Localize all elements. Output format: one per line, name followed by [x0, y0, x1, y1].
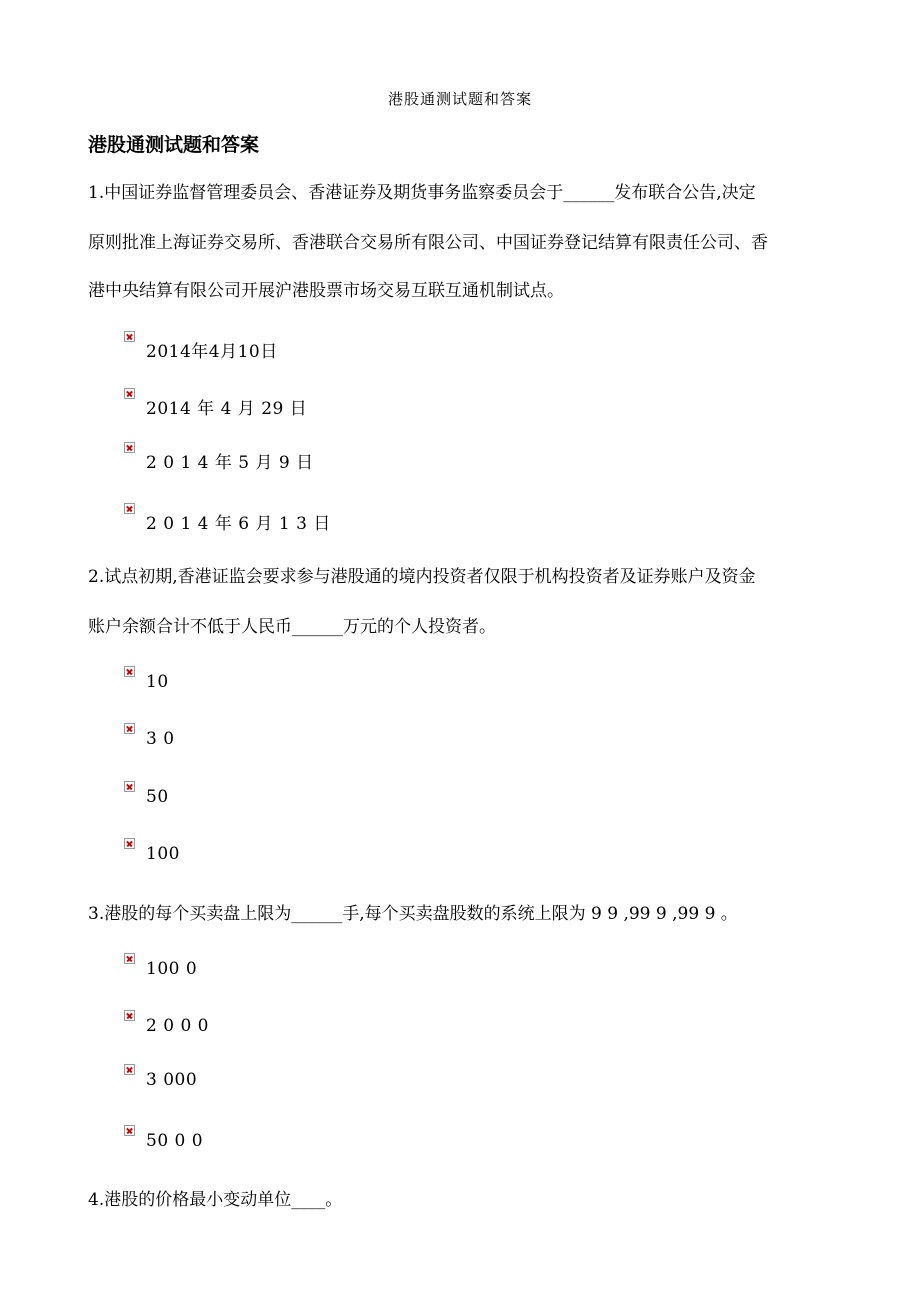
option-label: 10: [146, 672, 169, 692]
question-1-option-c[interactable]: [124, 448, 314, 473]
page-header: 港股通测试题和答案: [387, 90, 532, 108]
option-label: 3 000: [146, 1070, 198, 1090]
broken-image-icon: [124, 781, 135, 792]
option-label: 2 0 1 4 年 5 月 9 日: [146, 453, 314, 473]
question-3-option-d[interactable]: [124, 1131, 203, 1151]
option-label: 2014 年 4 月 29 日: [146, 399, 308, 419]
question-2-line-1: 2.试点初期,香港证监会要求参与港股通的境内投资者仅限于机构投资者及证券账户及资金: [88, 567, 756, 587]
question-2-option-b[interactable]: [124, 729, 175, 749]
question-3-option-c[interactable]: [124, 1070, 197, 1090]
broken-image-icon: [124, 388, 135, 399]
option-label: 50 0 0: [146, 1131, 204, 1151]
broken-image-icon: [124, 1125, 135, 1136]
option-label: 100: [146, 844, 180, 864]
question-2-line-2: 账户余额合计不低于人民币______万元的个人投资者。: [88, 617, 496, 637]
question-3-option-b[interactable]: [124, 1016, 209, 1036]
broken-image-icon: [124, 1010, 135, 1021]
document-title: 港股通测试题和答案: [88, 134, 260, 156]
option-label: 100 0: [146, 959, 198, 979]
broken-image-icon: [124, 442, 135, 453]
option-label: 50: [146, 787, 169, 807]
question-1-line-2: 原则批准上海证券交易所、香港联合交易所有限公司、中国证券登记结算有限责任公司、香: [88, 233, 768, 253]
broken-image-icon: [124, 838, 135, 849]
question-1-line-3: 港中央结算有限公司开展沪港股票市场交易互联互通机制试点。: [88, 281, 564, 301]
question-4-line-1: 4.港股的价格最小变动单位____。: [88, 1190, 343, 1210]
question-1-option-b[interactable]: [124, 394, 307, 419]
option-label: 2014年4月10日: [146, 342, 278, 362]
question-1-line-1: 1.中国证券监督管理委员会、香港证券及期货事务监察委员会于______发布联合公告,决定: [88, 183, 756, 203]
broken-image-icon: [124, 1064, 135, 1075]
broken-image-icon: [124, 503, 135, 514]
question-2-option-c[interactable]: [124, 787, 169, 807]
question-2-option-d[interactable]: [124, 844, 180, 864]
question-1-option-a[interactable]: [124, 337, 278, 362]
broken-image-icon: [124, 953, 135, 964]
option-label: 2 0 0 0: [146, 1016, 209, 1036]
option-label: 3 0: [146, 729, 175, 749]
question-3-option-a[interactable]: [124, 959, 197, 979]
broken-image-icon: [124, 666, 135, 677]
question-2-option-a[interactable]: [124, 672, 169, 692]
broken-image-icon: [124, 331, 135, 342]
broken-image-icon: [124, 723, 135, 734]
question-1-option-d[interactable]: [124, 509, 331, 534]
question-3-line-1: 3.港股的每个买卖盘上限为______手,每个买卖盘股数的系统上限为 9 9 ,99 9 ,99 9 。: [88, 904, 738, 924]
option-label: 2 0 1 4 年 6 月 1 3 日: [146, 514, 331, 534]
